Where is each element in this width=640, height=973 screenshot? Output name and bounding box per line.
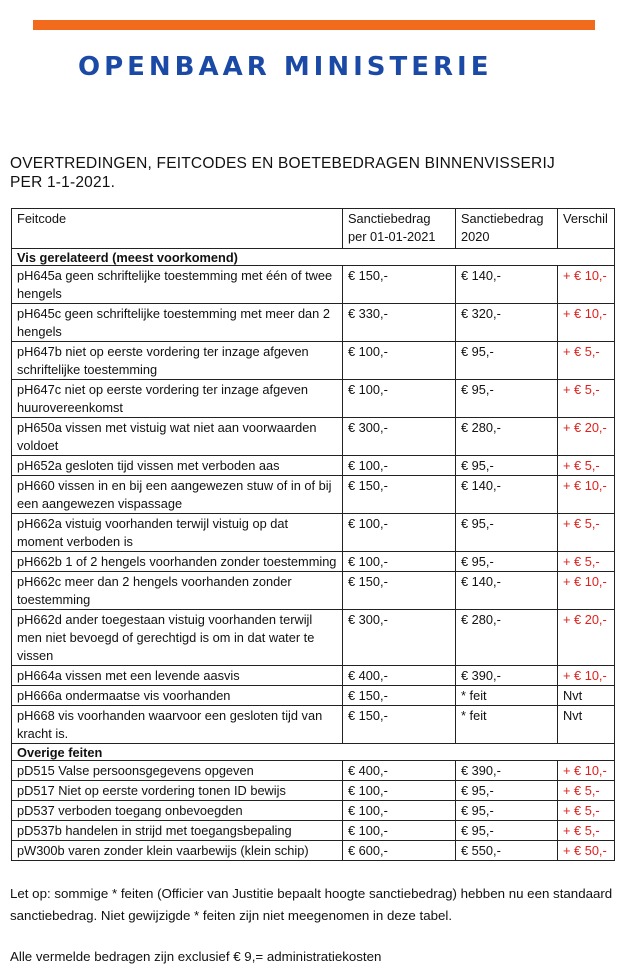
section-title: Vis gerelateerd (meest voorkomend) xyxy=(12,249,615,266)
sanctiebedrag-2020-cell: € 550,- xyxy=(456,841,558,861)
table-row xyxy=(12,380,615,418)
feitcode-cell: pH647c niet op eerste vordering ter inzage afgeven huurovereenkomst xyxy=(12,380,343,418)
feitcode-cell: pH652a gesloten tijd vissen met verboden aas xyxy=(12,456,343,476)
feitcode-cell: pH662a vistuig voorhanden terwijl vistuig op dat moment verboden is xyxy=(12,514,343,552)
feitcode-cell: pH662c meer dan 2 hengels voorhanden zonder toestemming xyxy=(12,572,343,610)
verschil-cell: + € 10,- xyxy=(558,476,615,514)
sanctiebedrag-2021-cell: € 300,- xyxy=(343,610,456,666)
table-row xyxy=(12,781,615,801)
table-row xyxy=(12,342,615,380)
sanctiebedrag-2020-cell: € 390,- xyxy=(456,761,558,781)
verschil-cell: + € 5,- xyxy=(558,781,615,801)
feitcode-cell: pH666a ondermaatse vis voorhanden xyxy=(12,686,343,706)
feitcode-cell: pH664a vissen met een levende aasvis xyxy=(12,666,343,686)
sanctiebedrag-2021-cell: € 300,- xyxy=(343,418,456,456)
sanctiebedrag-2021-cell: € 150,- xyxy=(343,476,456,514)
sanctiebedrag-2021-cell: € 400,- xyxy=(343,761,456,781)
sanctiebedrag-2021-cell: € 100,- xyxy=(343,552,456,572)
table-row xyxy=(12,418,615,456)
sanctiebedrag-2020-cell: € 140,- xyxy=(456,572,558,610)
document-title-line2: PER 1-1-2021. xyxy=(10,174,116,191)
sanctiebedrag-2021-cell: € 100,- xyxy=(343,801,456,821)
table-row xyxy=(12,841,615,861)
sanctiebedrag-2021-cell: € 400,- xyxy=(343,666,456,686)
verschil-cell: + € 5,- xyxy=(558,380,615,418)
verschil-cell: + € 10,- xyxy=(558,304,615,342)
verschil-cell: + € 20,- xyxy=(558,610,615,666)
sanctiebedrag-2020-cell: € 95,- xyxy=(456,781,558,801)
feitcode-cell: pH647b niet op eerste vordering ter inzage afgeven schriftelijke toestemming xyxy=(12,342,343,380)
table-row xyxy=(12,761,615,781)
sanctiebedrag-2021-cell: € 100,- xyxy=(343,380,456,418)
openbaar-ministerie-logo: OPENBAAR MINISTERIE xyxy=(78,52,493,82)
header-accent-bar xyxy=(33,20,595,30)
sanctiebedrag-2020-cell: € 140,- xyxy=(456,266,558,304)
table-row xyxy=(12,706,615,744)
fines-table xyxy=(11,208,615,861)
sanctiebedrag-2021-cell: € 150,- xyxy=(343,266,456,304)
header-sanctiebedrag-2020: Sanctiebedrag 2020 xyxy=(456,209,558,249)
table-row xyxy=(12,456,615,476)
header-feitcode: Feitcode xyxy=(12,209,343,249)
verschil-cell: + € 5,- xyxy=(558,456,615,476)
verschil-cell: + € 5,- xyxy=(558,514,615,552)
sanctiebedrag-2020-cell: € 95,- xyxy=(456,821,558,841)
sanctiebedrag-2021-cell: € 330,- xyxy=(343,304,456,342)
table-row xyxy=(12,801,615,821)
sanctiebedrag-2020-cell: € 390,- xyxy=(456,666,558,686)
document-title-line1: OVERTREDINGEN, FEITCODES EN BOETEBEDRAGEN BINNENVISSERIJ xyxy=(10,155,555,172)
feitcode-cell: pW300b varen zonder klein vaarbewijs (klein schip) xyxy=(12,841,343,861)
sanctiebedrag-2020-cell: € 95,- xyxy=(456,514,558,552)
sanctiebedrag-2020-cell: € 95,- xyxy=(456,456,558,476)
sanctiebedrag-2021-cell: € 100,- xyxy=(343,514,456,552)
feitcode-cell: pD537b handelen in strijd met toegangsbepaling xyxy=(12,821,343,841)
sanctiebedrag-2020-cell: € 320,- xyxy=(456,304,558,342)
verschil-cell: + € 10,- xyxy=(558,761,615,781)
table-row xyxy=(12,610,615,666)
feitcode-cell: pH645a geen schriftelijke toestemming met één of twee hengels xyxy=(12,266,343,304)
table-row xyxy=(12,666,615,686)
feitcode-cell: pD517 Niet op eerste vordering tonen ID bewijs xyxy=(12,781,343,801)
table-row xyxy=(12,686,615,706)
verschil-cell: + € 5,- xyxy=(558,821,615,841)
sanctiebedrag-2021-cell: € 150,- xyxy=(343,572,456,610)
verschil-cell: + € 50,- xyxy=(558,841,615,861)
sanctiebedrag-2020-cell: € 280,- xyxy=(456,418,558,456)
feitcode-cell: pH662b 1 of 2 hengels voorhanden zonder toestemming xyxy=(12,552,343,572)
table-row xyxy=(12,552,615,572)
verschil-cell: + € 5,- xyxy=(558,552,615,572)
verschil-cell: + € 10,- xyxy=(558,666,615,686)
section-title: Overige feiten xyxy=(12,744,615,761)
table-row xyxy=(12,476,615,514)
feitcode-cell: pH662d ander toegestaan vistuig voorhanden terwijl men niet bevoegd of gerechtigd is om in dat water te vissen xyxy=(12,610,343,666)
sanctiebedrag-2020-cell: € 95,- xyxy=(456,342,558,380)
sanctiebedrag-2021-cell: € 100,- xyxy=(343,456,456,476)
sanctiebedrag-2020-cell: € 140,- xyxy=(456,476,558,514)
document-title xyxy=(10,154,610,192)
feitcode-cell: pD515 Valse persoonsgegevens opgeven xyxy=(12,761,343,781)
feitcode-cell: pH645c geen schriftelijke toestemming met meer dan 2 hengels xyxy=(12,304,343,342)
verschil-cell: Nvt xyxy=(558,686,615,706)
sanctiebedrag-2021-cell: € 150,- xyxy=(343,686,456,706)
sanctiebedrag-2021-cell: € 150,- xyxy=(343,706,456,744)
verschil-cell: + € 20,- xyxy=(558,418,615,456)
sanctiebedrag-2020-cell: € 280,- xyxy=(456,610,558,666)
sanctiebedrag-2021-cell: € 100,- xyxy=(343,342,456,380)
feitcode-cell: pD537 verboden toegang onbevoegden xyxy=(12,801,343,821)
verschil-cell: + € 10,- xyxy=(558,266,615,304)
sanctiebedrag-2020-cell: € 95,- xyxy=(456,380,558,418)
section-row-vis xyxy=(12,249,615,266)
feitcode-cell: pH668 vis voorhanden waarvoor een gesloten tijd van kracht is. xyxy=(12,706,343,744)
table-row xyxy=(12,266,615,304)
table-row xyxy=(12,304,615,342)
header-sanctiebedrag-2021: Sanctiebedrag per 01-01-2021 xyxy=(343,209,456,249)
table-row xyxy=(12,572,615,610)
sanctiebedrag-2020-cell: € 95,- xyxy=(456,801,558,821)
verschil-cell: + € 10,- xyxy=(558,572,615,610)
feitcode-cell: pH660 vissen in en bij een aangewezen stuw of in of bij een aangewezen vispassage xyxy=(12,476,343,514)
verschil-cell: + € 5,- xyxy=(558,801,615,821)
verschil-cell: + € 5,- xyxy=(558,342,615,380)
sanctiebedrag-2020-cell: € 95,- xyxy=(456,552,558,572)
note-feiten: Let op: sommige * feiten (Officier van Justitie bepaalt hoogte sanctiebedrag) hebben nu een standaard sanctiebedrag. Niet gewijzigde * feiten zijn niet meegenomen in deze tabel. xyxy=(10,886,613,923)
sanctiebedrag-2020-cell: * feit xyxy=(456,706,558,744)
note-administratiekosten: Alle vermelde bedragen zijn exclusief € 9,= administratiekosten xyxy=(10,949,382,964)
section-row-overige xyxy=(12,744,615,761)
table-header-row xyxy=(12,209,615,249)
sanctiebedrag-2021-cell: € 600,- xyxy=(343,841,456,861)
sanctiebedrag-2020-cell: * feit xyxy=(456,686,558,706)
verschil-cell: Nvt xyxy=(558,706,615,744)
sanctiebedrag-2021-cell: € 100,- xyxy=(343,781,456,801)
feitcode-cell: pH650a vissen met vistuig wat niet aan voorwaarden voldoet xyxy=(12,418,343,456)
table-row xyxy=(12,514,615,552)
header-verschil: Verschil xyxy=(558,209,615,249)
table-row xyxy=(12,821,615,841)
sanctiebedrag-2021-cell: € 100,- xyxy=(343,821,456,841)
